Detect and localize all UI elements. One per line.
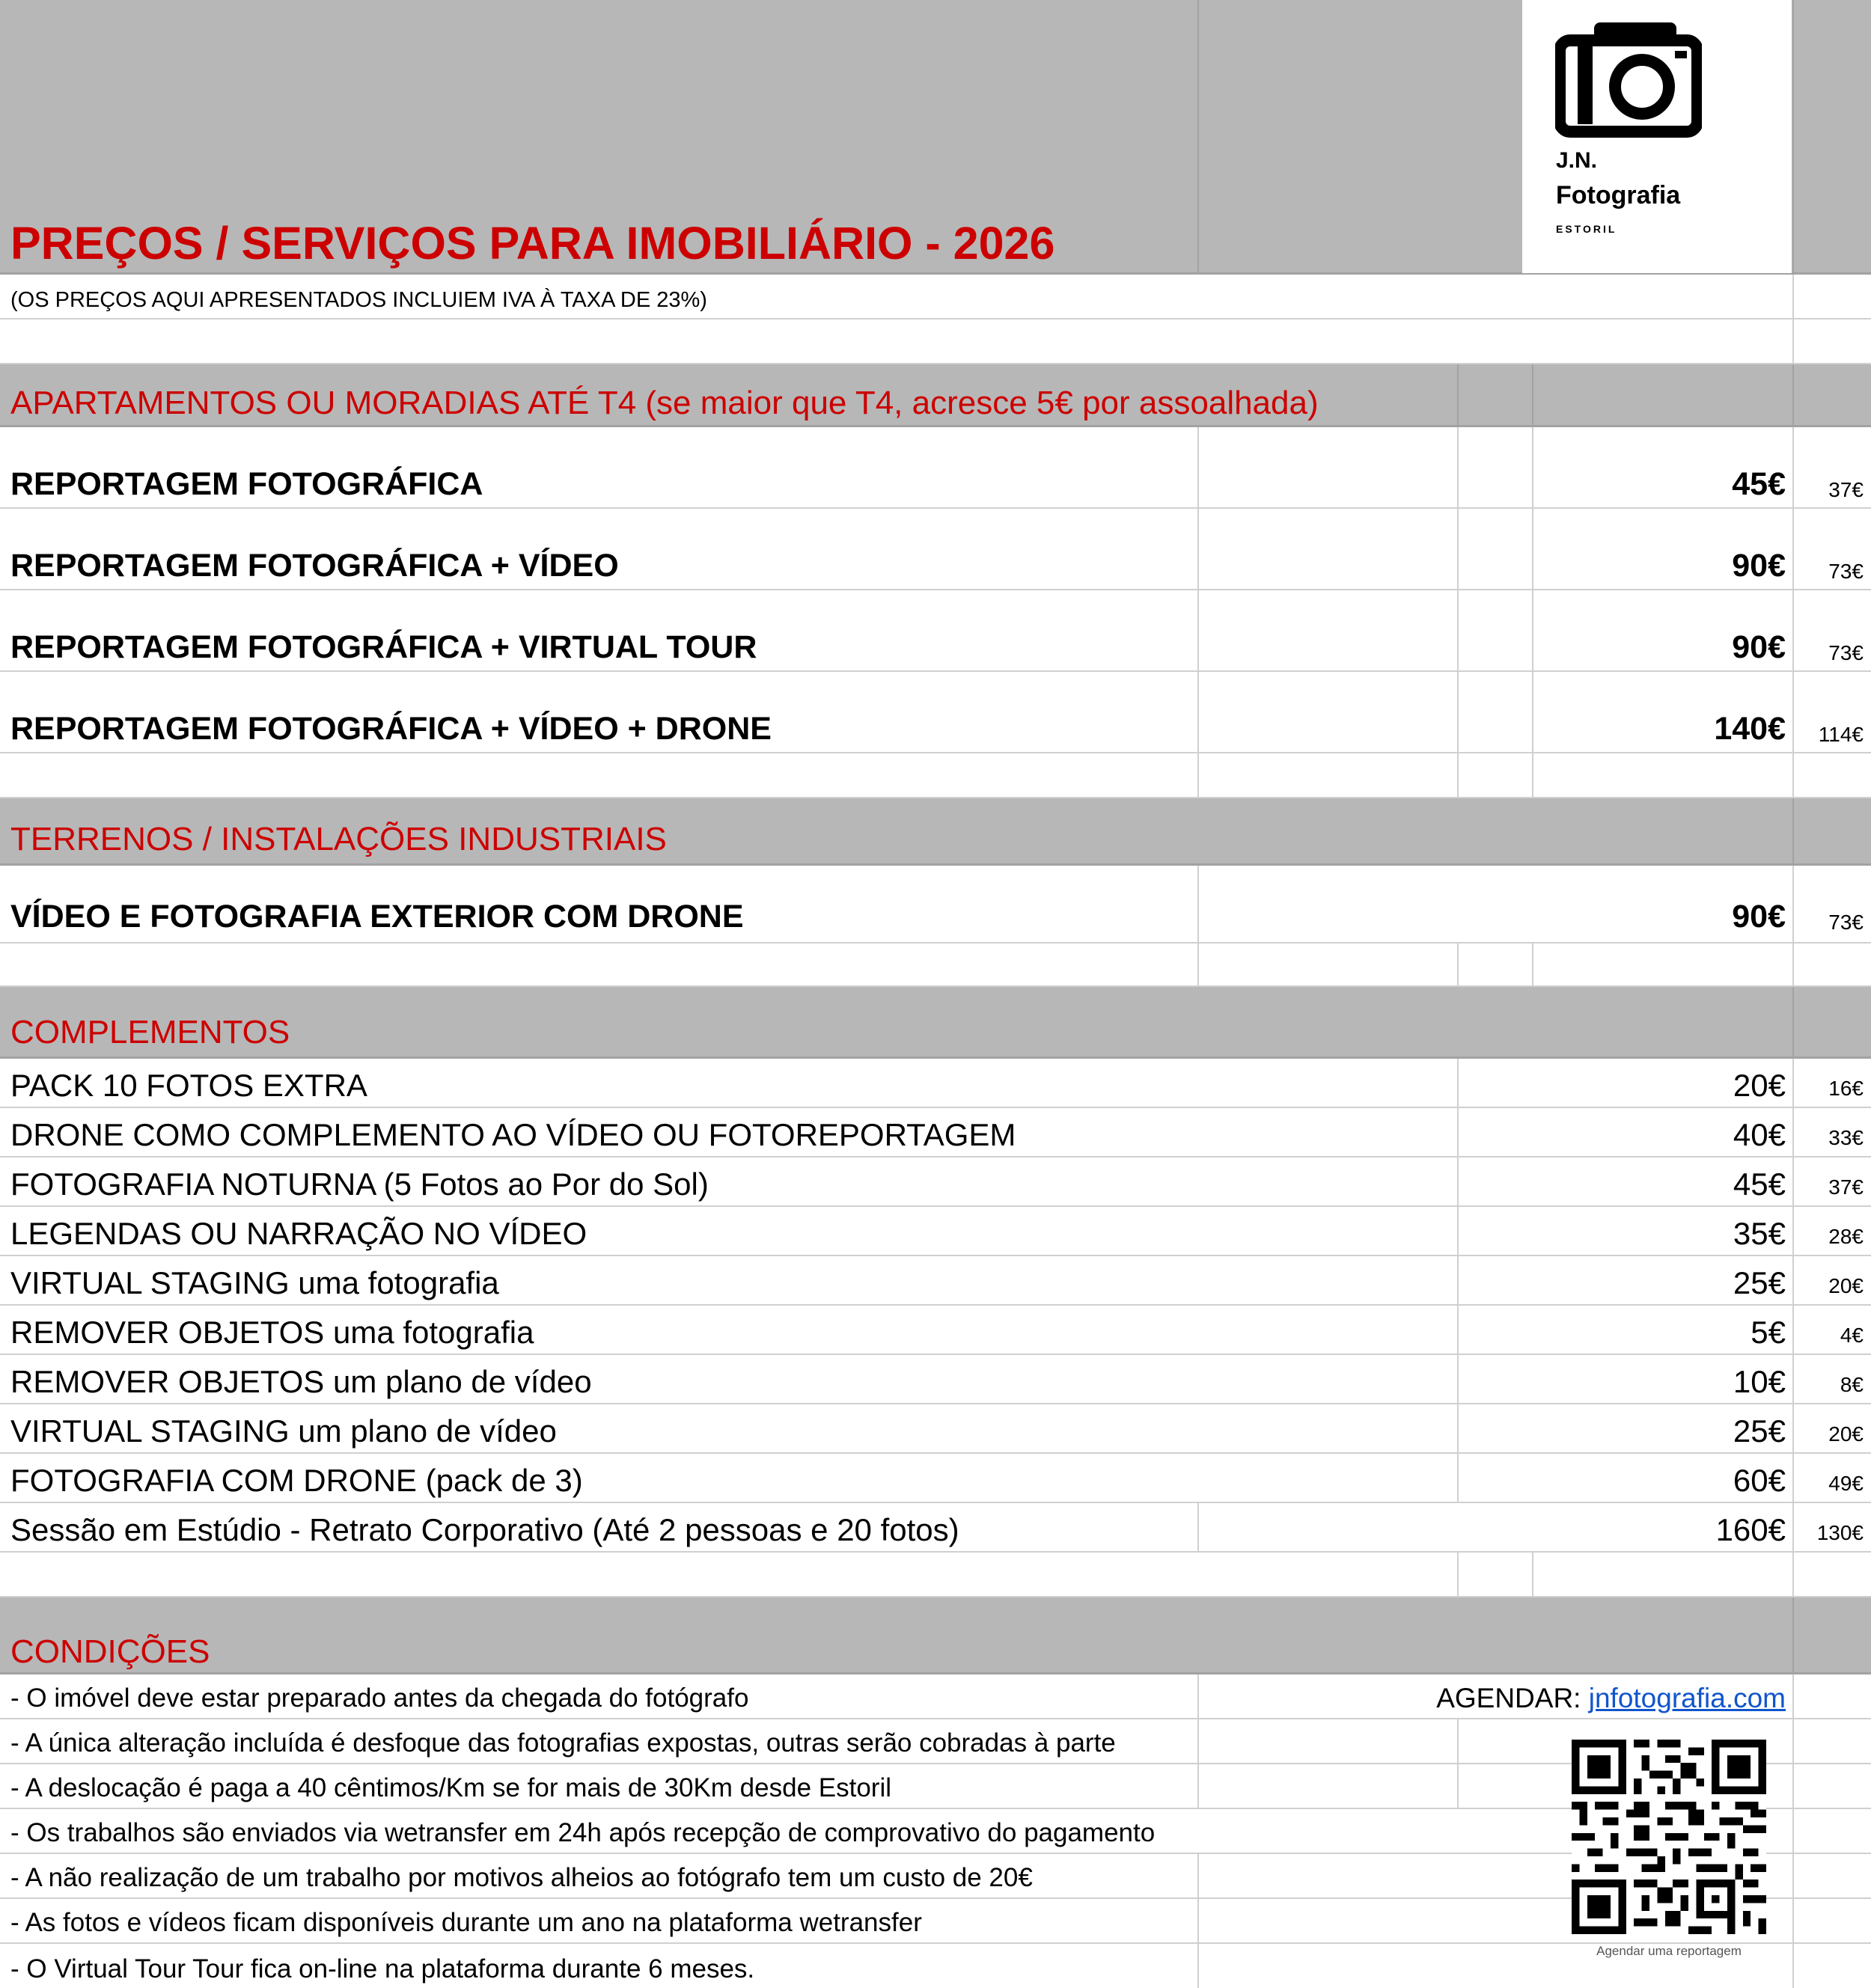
service-net-price: 37€ — [1828, 478, 1864, 501]
extra-price: 25€ — [1733, 1413, 1786, 1449]
extra-price: 25€ — [1733, 1265, 1786, 1300]
qr-caption: Agendar uma reportagem — [1596, 1944, 1742, 1958]
price-row — [0, 509, 1871, 590]
logo-line-3: ESTORIL — [1556, 223, 1617, 235]
service-price: 140€ — [1714, 711, 1786, 747]
price-row — [0, 1404, 1871, 1454]
service-price: 90€ — [1732, 548, 1786, 584]
extra-label: REMOVER OBJETOS um plano de vídeo — [10, 1364, 592, 1399]
service-price: 90€ — [1732, 629, 1786, 665]
extra-net-price: 49€ — [1828, 1472, 1864, 1495]
section-header-land — [0, 798, 1871, 866]
title-header — [0, 0, 1871, 275]
condition-text: - O imóvel deve estar preparado antes da chegada do fotógrafo — [10, 1683, 749, 1713]
logo-line-1: J.N. — [1556, 148, 1598, 173]
price-row — [0, 427, 1871, 509]
subtitle-row — [0, 275, 1871, 319]
price-row — [0, 1256, 1871, 1306]
blank-row — [0, 943, 1871, 987]
service-net-price: 73€ — [1828, 911, 1864, 934]
section-header-conditions — [0, 1597, 1871, 1674]
section-title: TERRENOS / INSTALAÇÕES INDUSTRIAIS — [10, 821, 667, 857]
condition-text: - A única alteração incluída é desfoque das fotografias expostas, outras serão cobradas à parte — [10, 1728, 1116, 1758]
section-title: APARTAMENTOS OU MORADIAS ATÉ T4 (se maior que T4, acresce 5€ por assoalhada) — [10, 385, 1319, 421]
condition-text: - O Virtual Tour Tour fica on-line na plataforma durante 6 meses. — [10, 1954, 755, 1984]
section-title: COMPLEMENTOS — [10, 1014, 290, 1050]
price-row — [0, 1306, 1871, 1355]
extra-net-price: 4€ — [1840, 1324, 1864, 1347]
page-subtitle: (OS PREÇOS AQUI APRESENTADOS INCLUIEM IVA À TAXA DE 23%) — [10, 288, 707, 312]
service-net-price: 114€ — [1818, 723, 1864, 746]
extra-net-price: 37€ — [1828, 1175, 1864, 1199]
service-label: REPORTAGEM FOTOGRÁFICA + VIRTUAL TOUR — [10, 629, 757, 665]
price-row — [0, 1454, 1871, 1503]
extra-label: VIRTUAL STAGING um plano de vídeo — [10, 1413, 557, 1449]
page-title: PREÇOS / SERVIÇOS PARA IMOBILIÁRIO - 2026 — [10, 218, 1055, 269]
service-label: VÍDEO E FOTOGRAFIA EXTERIOR COM DRONE — [10, 899, 744, 935]
price-row — [0, 1059, 1871, 1108]
blank-row — [0, 319, 1871, 364]
service-price: 45€ — [1732, 466, 1786, 502]
extra-price: 60€ — [1733, 1463, 1786, 1498]
service-price: 90€ — [1732, 899, 1786, 935]
extra-price: 10€ — [1733, 1364, 1786, 1399]
price-row — [0, 1157, 1871, 1207]
extra-label: FOTOGRAFIA NOTURNA (5 Fotos ao Por do Sol) — [10, 1166, 709, 1202]
extra-label: LEGENDAS OU NARRAÇÃO NO VÍDEO — [10, 1216, 587, 1251]
extra-net-price: 28€ — [1828, 1225, 1864, 1248]
logo — [1522, 0, 1792, 273]
extra-label: DRONE COMO COMPLEMENTO AO VÍDEO OU FOTOREPORTAGEM — [10, 1117, 1016, 1152]
qr-code-icon[interactable] — [1572, 1740, 1766, 1934]
service-label: REPORTAGEM FOTOGRÁFICA + VÍDEO — [10, 548, 619, 584]
price-row — [0, 1355, 1871, 1404]
price-row — [0, 672, 1871, 753]
extra-net-price: 130€ — [1816, 1521, 1864, 1544]
extra-price: 40€ — [1733, 1117, 1786, 1152]
section-title: CONDIÇÕES — [10, 1633, 210, 1670]
condition-text: - As fotos e vídeos ficam disponíveis durante um ano na plataforma wetransfer — [10, 1908, 922, 1937]
camera-icon — [1555, 18, 1702, 138]
logo-line-2: Fotografia — [1556, 181, 1681, 209]
extra-label: VIRTUAL STAGING uma fotografia — [10, 1265, 499, 1300]
service-label: REPORTAGEM FOTOGRÁFICA + VÍDEO + DRONE — [10, 711, 772, 747]
extra-price: 20€ — [1733, 1068, 1786, 1103]
extra-price: 45€ — [1733, 1166, 1786, 1202]
extra-net-price: 16€ — [1828, 1077, 1864, 1100]
condition-text: - A não realização de um trabalho por motivos alheios ao fotógrafo tem um custo de 20€ — [10, 1863, 1033, 1892]
booking-link[interactable]: jnfotografia.com — [1588, 1683, 1786, 1713]
extra-label: PACK 10 FOTOS EXTRA — [10, 1068, 367, 1103]
extra-net-price: 33€ — [1828, 1126, 1864, 1149]
section-header-apartments — [0, 364, 1871, 427]
condition-text: - Os trabalhos são enviados via wetransfer em 24h após recepção de comprovativo do pagamento — [10, 1818, 1156, 1847]
booking-label: AGENDAR: — [1436, 1683, 1589, 1713]
extra-label: FOTOGRAFIA COM DRONE (pack de 3) — [10, 1463, 583, 1498]
price-row — [0, 1207, 1871, 1256]
extra-label: Sessão em Estúdio - Retrato Corporativo (Até 2 pessoas e 20 fotos) — [10, 1512, 959, 1547]
service-net-price: 73€ — [1828, 560, 1864, 583]
blank-row — [0, 1553, 1871, 1597]
booking-line — [1436, 1683, 1786, 1714]
price-row — [0, 590, 1871, 672]
extra-net-price: 20€ — [1828, 1274, 1864, 1297]
extra-price: 35€ — [1733, 1216, 1786, 1251]
extra-net-price: 20€ — [1828, 1422, 1864, 1446]
extra-label: REMOVER OBJETOS uma fotografia — [10, 1315, 534, 1350]
section-header-extras — [0, 987, 1871, 1059]
price-row — [0, 1503, 1871, 1553]
service-net-price: 73€ — [1828, 641, 1864, 664]
service-label: REPORTAGEM FOTOGRÁFICA — [10, 466, 483, 502]
price-row — [0, 866, 1871, 943]
extra-price: 160€ — [1715, 1512, 1786, 1547]
extra-net-price: 8€ — [1840, 1373, 1864, 1396]
condition-row — [0, 1674, 1871, 1719]
extra-price: 5€ — [1751, 1315, 1786, 1350]
blank-row — [0, 753, 1871, 798]
price-row — [0, 1108, 1871, 1157]
condition-text: - A deslocação é paga a 40 cêntimos/Km se for mais de 30Km desde Estoril — [10, 1773, 892, 1802]
